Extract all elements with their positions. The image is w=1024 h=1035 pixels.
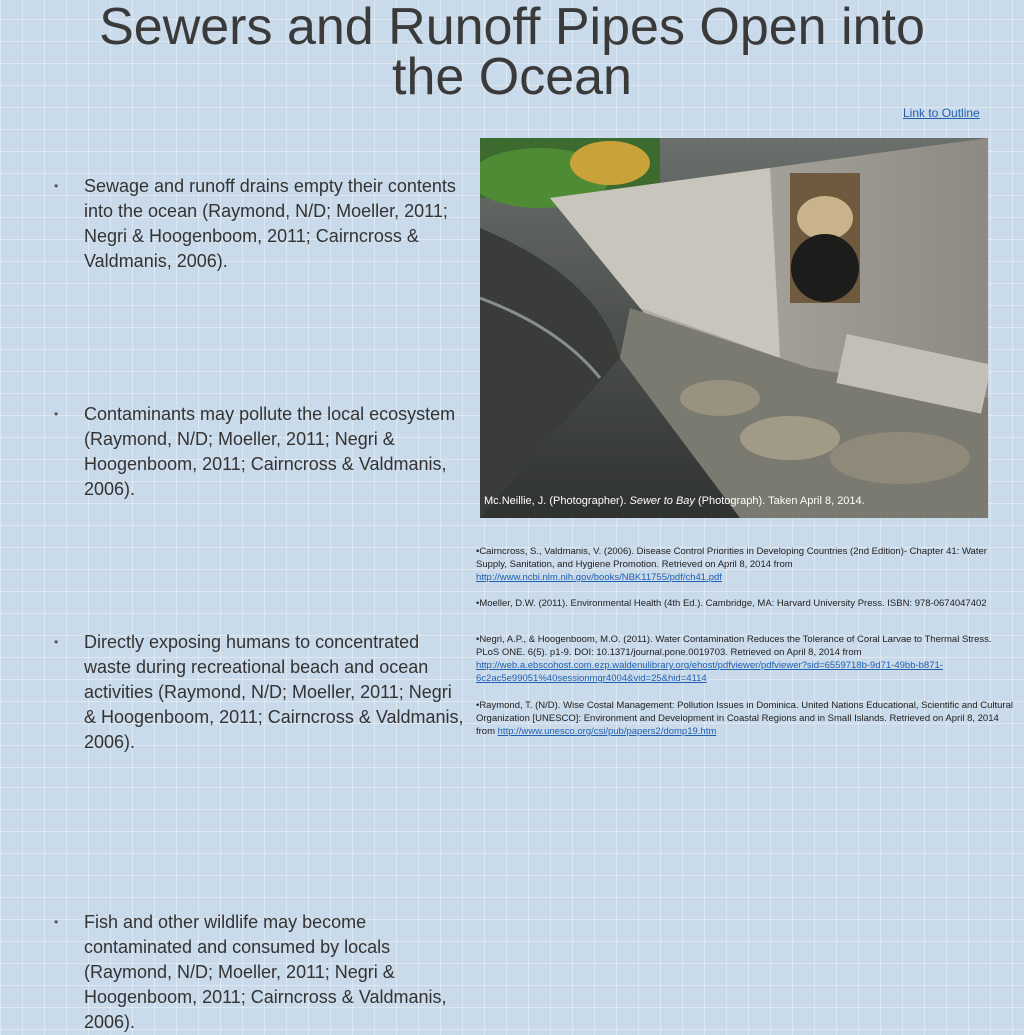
- bullet-list: [54, 174, 464, 1032]
- reference-link[interactable]: http://www.unesco.org/csi/pub/papers2/domp19.htm: [497, 726, 717, 737]
- bullet-item: • Directly exposing humans to concentrated waste during recreational beach and ocean activities (Raymond, N/D; Moeller, 2011; Negri & Hoogenboom, 2011; Cairncross & Valdmanis, 2006).: [54, 630, 464, 755]
- slide-title-line1: Sewers and Runoff Pipes Open into: [99, 0, 925, 56]
- reference-link[interactable]: http://web.a.ebscohost.com.ezp.waldenulibrary.org/ehost/pdfviewer/pdfviewer?sid=6559718b-9d71-49bb-b871-6c2ac5e99051%40sessionmgr4004&vid=25&hid=4114: [476, 660, 943, 684]
- sewer-photo-illustration: [480, 138, 988, 518]
- slide-title: [0, 0, 1024, 106]
- photo-caption-post: (Photograph). Taken April 8, 2014.: [694, 495, 865, 507]
- reference-item: [476, 699, 1016, 738]
- reference-item: [476, 597, 1016, 610]
- reference-text: •Cairncross, S., Valdmanis, V. (2006). Disease Control Priorities in Developing Countries (2nd Edition)- Chapter 41: Water Supply, Sanitation, and Hygiene Promotion. Retrieved on April 8, 2014 from: [476, 546, 987, 570]
- photo-caption-title: Sewer to Bay: [629, 495, 695, 507]
- link-to-outline[interactable]: Link to Outline: [903, 106, 980, 120]
- slide-title-line2: the Ocean: [392, 48, 632, 106]
- sewer-photo: [480, 138, 988, 518]
- photo-caption-pre: Mc.Neillie, J. (Photographer).: [484, 495, 630, 507]
- reference-text: •Raymond, T. (N/D). Wise Costal Management: Pollution Issues in Dominica. United Nations Educational, Scientific and Cultural Organization [UNESCO]: Environment and Development in Coastal Regions and in Small Islands. Retrieved on April 8, 2014 from: [476, 700, 1013, 737]
- photo-caption: [484, 495, 865, 507]
- bullet-item: • Sewage and runoff drains empty their contents into the ocean (Raymond, N/D; Moeller, 2011; Negri & Hoogenboom, 2011; Cairncross & Valdmanis, 2006).: [54, 174, 464, 274]
- bullet-item: • Contaminants may pollute the local ecosystem (Raymond, N/D; Moeller, 2011; Negri & Hoogenboom, 2011; Cairncross & Valdmanis, 2006).: [54, 402, 464, 502]
- reference-text: •Negri, A.P., & Hoogenboom, M.O. (2011). Water Contamination Reduces the Tolerance of Coral Larvae to Thermal Stress. PLoS ONE. 6(5). p1-9. DOI: 10.1371/journal.pone.0019703. Retrieved on April 8, 2014 from: [476, 634, 992, 658]
- reference-link[interactable]: http://www.ncbi.nlm.nih.gov/books/NBK11755/pdf/ch41.pdf: [476, 572, 722, 583]
- reference-item: [476, 545, 1016, 584]
- reference-item: [476, 633, 1016, 685]
- reference-text: •Moeller, D.W. (2011). Environmental Health (4th Ed.). Cambridge, MA: Harvard University Press. ISBN: 978-0674047402: [476, 598, 987, 609]
- bullet-item: • Fish and other wildlife may become contaminated and consumed by locals (Raymond, N/D; Moeller, 2011; Negri & Hoogenboom, 2011; Cairncross & Valdmanis, 2006).: [54, 910, 464, 1035]
